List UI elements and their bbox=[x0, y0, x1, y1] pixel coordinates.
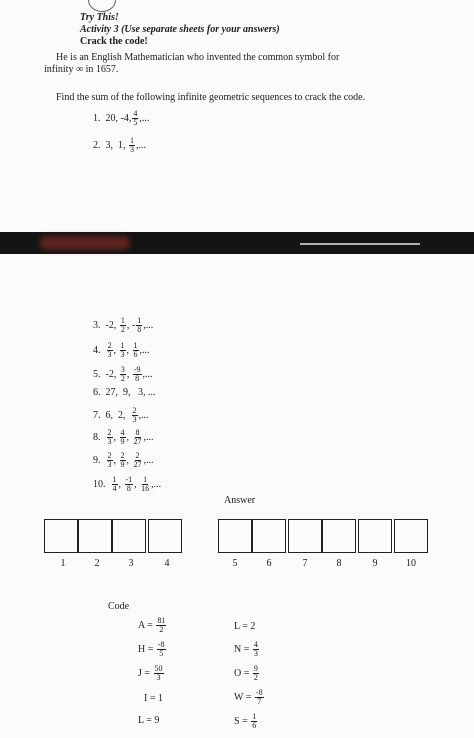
fraction-denominator: 2 bbox=[120, 325, 125, 334]
sequence-text: , bbox=[113, 431, 119, 443]
equals-sign: = bbox=[143, 715, 155, 726]
fraction-numerator: 1 bbox=[133, 341, 138, 350]
answer-box[interactable] bbox=[44, 519, 78, 553]
sequence-fraction bbox=[120, 366, 126, 383]
sequence-fraction bbox=[107, 429, 113, 446]
answer-box-number: 1 bbox=[60, 558, 66, 569]
fraction-numerator: 2 bbox=[135, 451, 140, 460]
sequence-fraction bbox=[132, 110, 138, 127]
sequence-text: 6, 2, bbox=[105, 409, 131, 421]
fraction-numerator: 1 bbox=[120, 341, 125, 350]
code-fraction bbox=[253, 665, 259, 682]
code-entry bbox=[234, 713, 258, 730]
code-entry bbox=[138, 715, 159, 726]
answer-box[interactable] bbox=[148, 519, 182, 553]
sequence-fraction bbox=[136, 317, 142, 334]
code-fraction bbox=[255, 689, 264, 706]
sequence-text: , - bbox=[126, 319, 136, 331]
fraction-denominator: 3 bbox=[107, 437, 112, 446]
code-letter: L bbox=[234, 621, 240, 632]
question-line-1: He is an English Mathematician who invented the common symbol for bbox=[56, 52, 340, 63]
sequence-text: ,... bbox=[143, 319, 154, 331]
sequence-item bbox=[93, 137, 146, 154]
fraction-numerator: 50 bbox=[154, 664, 163, 673]
sequence-text: ,... bbox=[136, 139, 146, 151]
band-blur-decoration bbox=[40, 236, 130, 250]
fraction-denominator: 3 bbox=[107, 460, 112, 469]
code-entry bbox=[234, 689, 265, 706]
fraction-numerator: 1 bbox=[137, 316, 142, 325]
equals-sign: = bbox=[141, 667, 153, 679]
sequence-text: , bbox=[113, 344, 119, 356]
answer-box[interactable] bbox=[358, 519, 392, 553]
sequence-fraction bbox=[133, 452, 143, 469]
item-number: 3. bbox=[93, 319, 101, 331]
answer-box-number: 6 bbox=[266, 558, 272, 569]
try-this-heading: Try This! bbox=[80, 12, 119, 23]
item-number: 9. bbox=[93, 454, 101, 466]
answer-box-number: 2 bbox=[94, 558, 100, 569]
answer-box-number: 10 bbox=[406, 558, 416, 569]
code-entry bbox=[234, 621, 255, 632]
sequence-fraction bbox=[129, 137, 135, 154]
sequence-text: ,... bbox=[142, 368, 153, 380]
fraction-denominator: 9 bbox=[120, 460, 125, 469]
sequence-item bbox=[93, 366, 153, 383]
fraction-denominator: 7 bbox=[257, 697, 262, 706]
item-number: 5. bbox=[93, 368, 101, 380]
answer-label: Answer bbox=[224, 495, 256, 506]
equals-sign: = bbox=[239, 621, 251, 632]
equals-sign: = bbox=[239, 715, 251, 727]
sequence-item bbox=[93, 110, 149, 127]
item-number: 4. bbox=[93, 344, 101, 356]
fraction-numerator: 4 bbox=[120, 428, 125, 437]
fraction-numerator: 4 bbox=[253, 640, 258, 649]
sequence-item bbox=[93, 407, 149, 424]
sequence-fraction bbox=[120, 452, 126, 469]
code-letter: L bbox=[138, 715, 144, 726]
answer-box-number: 7 bbox=[302, 558, 308, 569]
sequence-item bbox=[93, 429, 154, 446]
code-entry bbox=[144, 693, 163, 704]
fraction-denominator: 6 bbox=[252, 721, 257, 730]
code-label: Code bbox=[108, 601, 130, 612]
fraction-numerator: 81 bbox=[157, 616, 166, 625]
fraction-numerator: 2 bbox=[132, 406, 137, 415]
fraction-denominator: 3 bbox=[132, 415, 137, 424]
equals-sign: = bbox=[145, 643, 156, 655]
code-fraction bbox=[154, 665, 164, 682]
sequence-item bbox=[93, 342, 150, 359]
code-letter: H bbox=[138, 643, 146, 655]
answer-box-number: 4 bbox=[164, 558, 170, 569]
fraction-numerator: 1 bbox=[143, 475, 148, 484]
sequence-fraction bbox=[133, 342, 139, 359]
answer-box[interactable] bbox=[218, 519, 252, 553]
fraction-numerator: 2 bbox=[107, 341, 112, 350]
code-letter: J bbox=[138, 667, 142, 679]
fraction-numerator: 1 bbox=[120, 316, 125, 325]
sequence-text: 20, -4, bbox=[105, 112, 132, 124]
answer-box[interactable] bbox=[322, 519, 356, 553]
item-number: 8. bbox=[93, 431, 101, 443]
sequence-text: -2, bbox=[105, 319, 119, 331]
fraction-denominator: 3 bbox=[107, 350, 112, 359]
sequence-fraction bbox=[133, 429, 143, 446]
sequence-fraction bbox=[112, 476, 118, 493]
fraction-denominator: 5 bbox=[133, 118, 138, 127]
sequence-fraction bbox=[107, 342, 113, 359]
equals-sign: = bbox=[241, 667, 252, 679]
code-entry bbox=[138, 617, 167, 634]
activity-title: Activity 3 (Use separate sheets for your answers) bbox=[80, 24, 280, 35]
fraction-denominator: 3 bbox=[156, 673, 161, 682]
sequence-fraction bbox=[125, 476, 134, 493]
fraction-denominator: 3 bbox=[253, 649, 258, 658]
code-value: 2 bbox=[250, 621, 256, 632]
fraction-denominator: 27 bbox=[133, 460, 142, 469]
equals-sign: = bbox=[241, 643, 252, 655]
fraction-denominator: 8 bbox=[126, 484, 131, 493]
fraction-numerator: -1 bbox=[125, 475, 133, 484]
sequence-text: -2, bbox=[105, 368, 119, 380]
fraction-numerator: 3 bbox=[120, 365, 125, 374]
code-fraction bbox=[156, 617, 166, 634]
sequence-text: , bbox=[134, 478, 140, 490]
fraction-denominator: 8 bbox=[135, 374, 140, 383]
sequence-text: , bbox=[113, 454, 119, 466]
answer-box[interactable] bbox=[252, 519, 286, 553]
fraction-denominator: 6 bbox=[133, 350, 138, 359]
fraction-denominator: 3 bbox=[120, 350, 125, 359]
sequence-fraction bbox=[120, 429, 126, 446]
code-value: 1 bbox=[157, 693, 163, 704]
answer-box[interactable] bbox=[288, 519, 322, 553]
fraction-denominator: 2 bbox=[159, 625, 164, 634]
code-entry bbox=[234, 641, 260, 658]
sequence-fraction bbox=[120, 342, 126, 359]
answer-box-number: 9 bbox=[372, 558, 378, 569]
item-number: 2. bbox=[93, 139, 101, 151]
answer-box-number: 5 bbox=[232, 558, 238, 569]
module-logo-icon bbox=[88, 0, 116, 12]
fraction-numerator: 2 bbox=[107, 451, 112, 460]
sequence-text: , bbox=[126, 454, 132, 466]
code-fraction bbox=[251, 713, 257, 730]
answer-box[interactable] bbox=[78, 519, 112, 553]
code-letter: O bbox=[234, 667, 242, 679]
code-entry bbox=[138, 665, 165, 682]
code-fraction bbox=[253, 641, 259, 658]
code-entry bbox=[234, 665, 260, 682]
code-letter: A bbox=[138, 619, 145, 631]
fraction-numerator: -8 bbox=[157, 640, 165, 649]
sequence-text: 27, 9, 3, ... bbox=[105, 387, 156, 398]
sequence-text: ,... bbox=[151, 478, 162, 490]
sequence-text: ,... bbox=[139, 344, 150, 356]
item-number: 6. bbox=[93, 387, 101, 398]
code-entry bbox=[138, 641, 167, 658]
item-number: 7. bbox=[93, 409, 101, 421]
fraction-denominator: 2 bbox=[253, 673, 258, 682]
item-number: 10. bbox=[93, 478, 106, 490]
sequence-fraction bbox=[132, 407, 138, 424]
fraction-numerator: 1 bbox=[252, 712, 257, 721]
sequence-item bbox=[93, 476, 161, 493]
fraction-numerator: 1 bbox=[130, 136, 134, 145]
fraction-denominator: 4 bbox=[112, 484, 117, 493]
fraction-denominator: 5 bbox=[159, 649, 164, 658]
fraction-numerator: -9 bbox=[133, 365, 141, 374]
crack-code-heading: Crack the code! bbox=[80, 36, 148, 47]
answer-box-number: 8 bbox=[336, 558, 342, 569]
fraction-numerator: 4 bbox=[133, 109, 138, 118]
code-letter: I bbox=[144, 693, 148, 704]
fraction-denominator: 3 bbox=[130, 145, 134, 154]
fraction-denominator: 16 bbox=[141, 484, 150, 493]
answer-box[interactable] bbox=[112, 519, 146, 553]
sequence-text: ,... bbox=[139, 112, 150, 124]
sequence-fraction bbox=[140, 476, 150, 493]
fraction-denominator: 27 bbox=[133, 437, 142, 446]
fraction-denominator: 2 bbox=[120, 374, 125, 383]
equals-sign: = bbox=[147, 693, 158, 704]
sequence-item bbox=[93, 317, 153, 334]
sequence-fraction bbox=[107, 452, 113, 469]
fraction-numerator: -8 bbox=[255, 688, 263, 697]
sequence-item bbox=[93, 452, 154, 469]
sequence-text: , bbox=[126, 368, 132, 380]
code-letter: S bbox=[234, 715, 240, 727]
code-fraction bbox=[157, 641, 166, 658]
sequence-item bbox=[93, 387, 156, 398]
fraction-numerator: 2 bbox=[107, 428, 112, 437]
fraction-numerator: 1 bbox=[112, 475, 117, 484]
answer-box-number: 3 bbox=[128, 558, 134, 569]
code-letter: N bbox=[234, 643, 242, 655]
sequence-text: 3, 1, bbox=[105, 139, 128, 151]
sequence-fraction bbox=[120, 317, 126, 334]
fraction-numerator: 9 bbox=[253, 664, 258, 673]
fraction-numerator: 8 bbox=[135, 428, 140, 437]
sequence-text: ,... bbox=[138, 409, 149, 421]
sequence-text: , bbox=[118, 478, 124, 490]
equals-sign: = bbox=[144, 619, 156, 631]
instruction-text: Find the sum of the following infinite geometric sequences to crack the code. bbox=[56, 92, 366, 103]
sequence-text: ,... bbox=[143, 454, 154, 466]
answer-box[interactable] bbox=[394, 519, 428, 553]
code-value: 9 bbox=[154, 715, 160, 726]
fraction-denominator: 9 bbox=[120, 437, 125, 446]
equals-sign: = bbox=[243, 691, 254, 703]
code-letter: W bbox=[234, 691, 244, 703]
fraction-numerator: 2 bbox=[120, 451, 125, 460]
sequence-text: , bbox=[126, 344, 132, 356]
sequence-text: ,... bbox=[143, 431, 154, 443]
sequence-fraction bbox=[133, 366, 142, 383]
band-line-decoration bbox=[300, 243, 420, 245]
fraction-denominator: 8 bbox=[137, 325, 142, 334]
item-number: 1. bbox=[93, 112, 101, 124]
sequence-text: , bbox=[126, 431, 132, 443]
question-line-2: infinity ∞ in 1657. bbox=[44, 64, 119, 75]
